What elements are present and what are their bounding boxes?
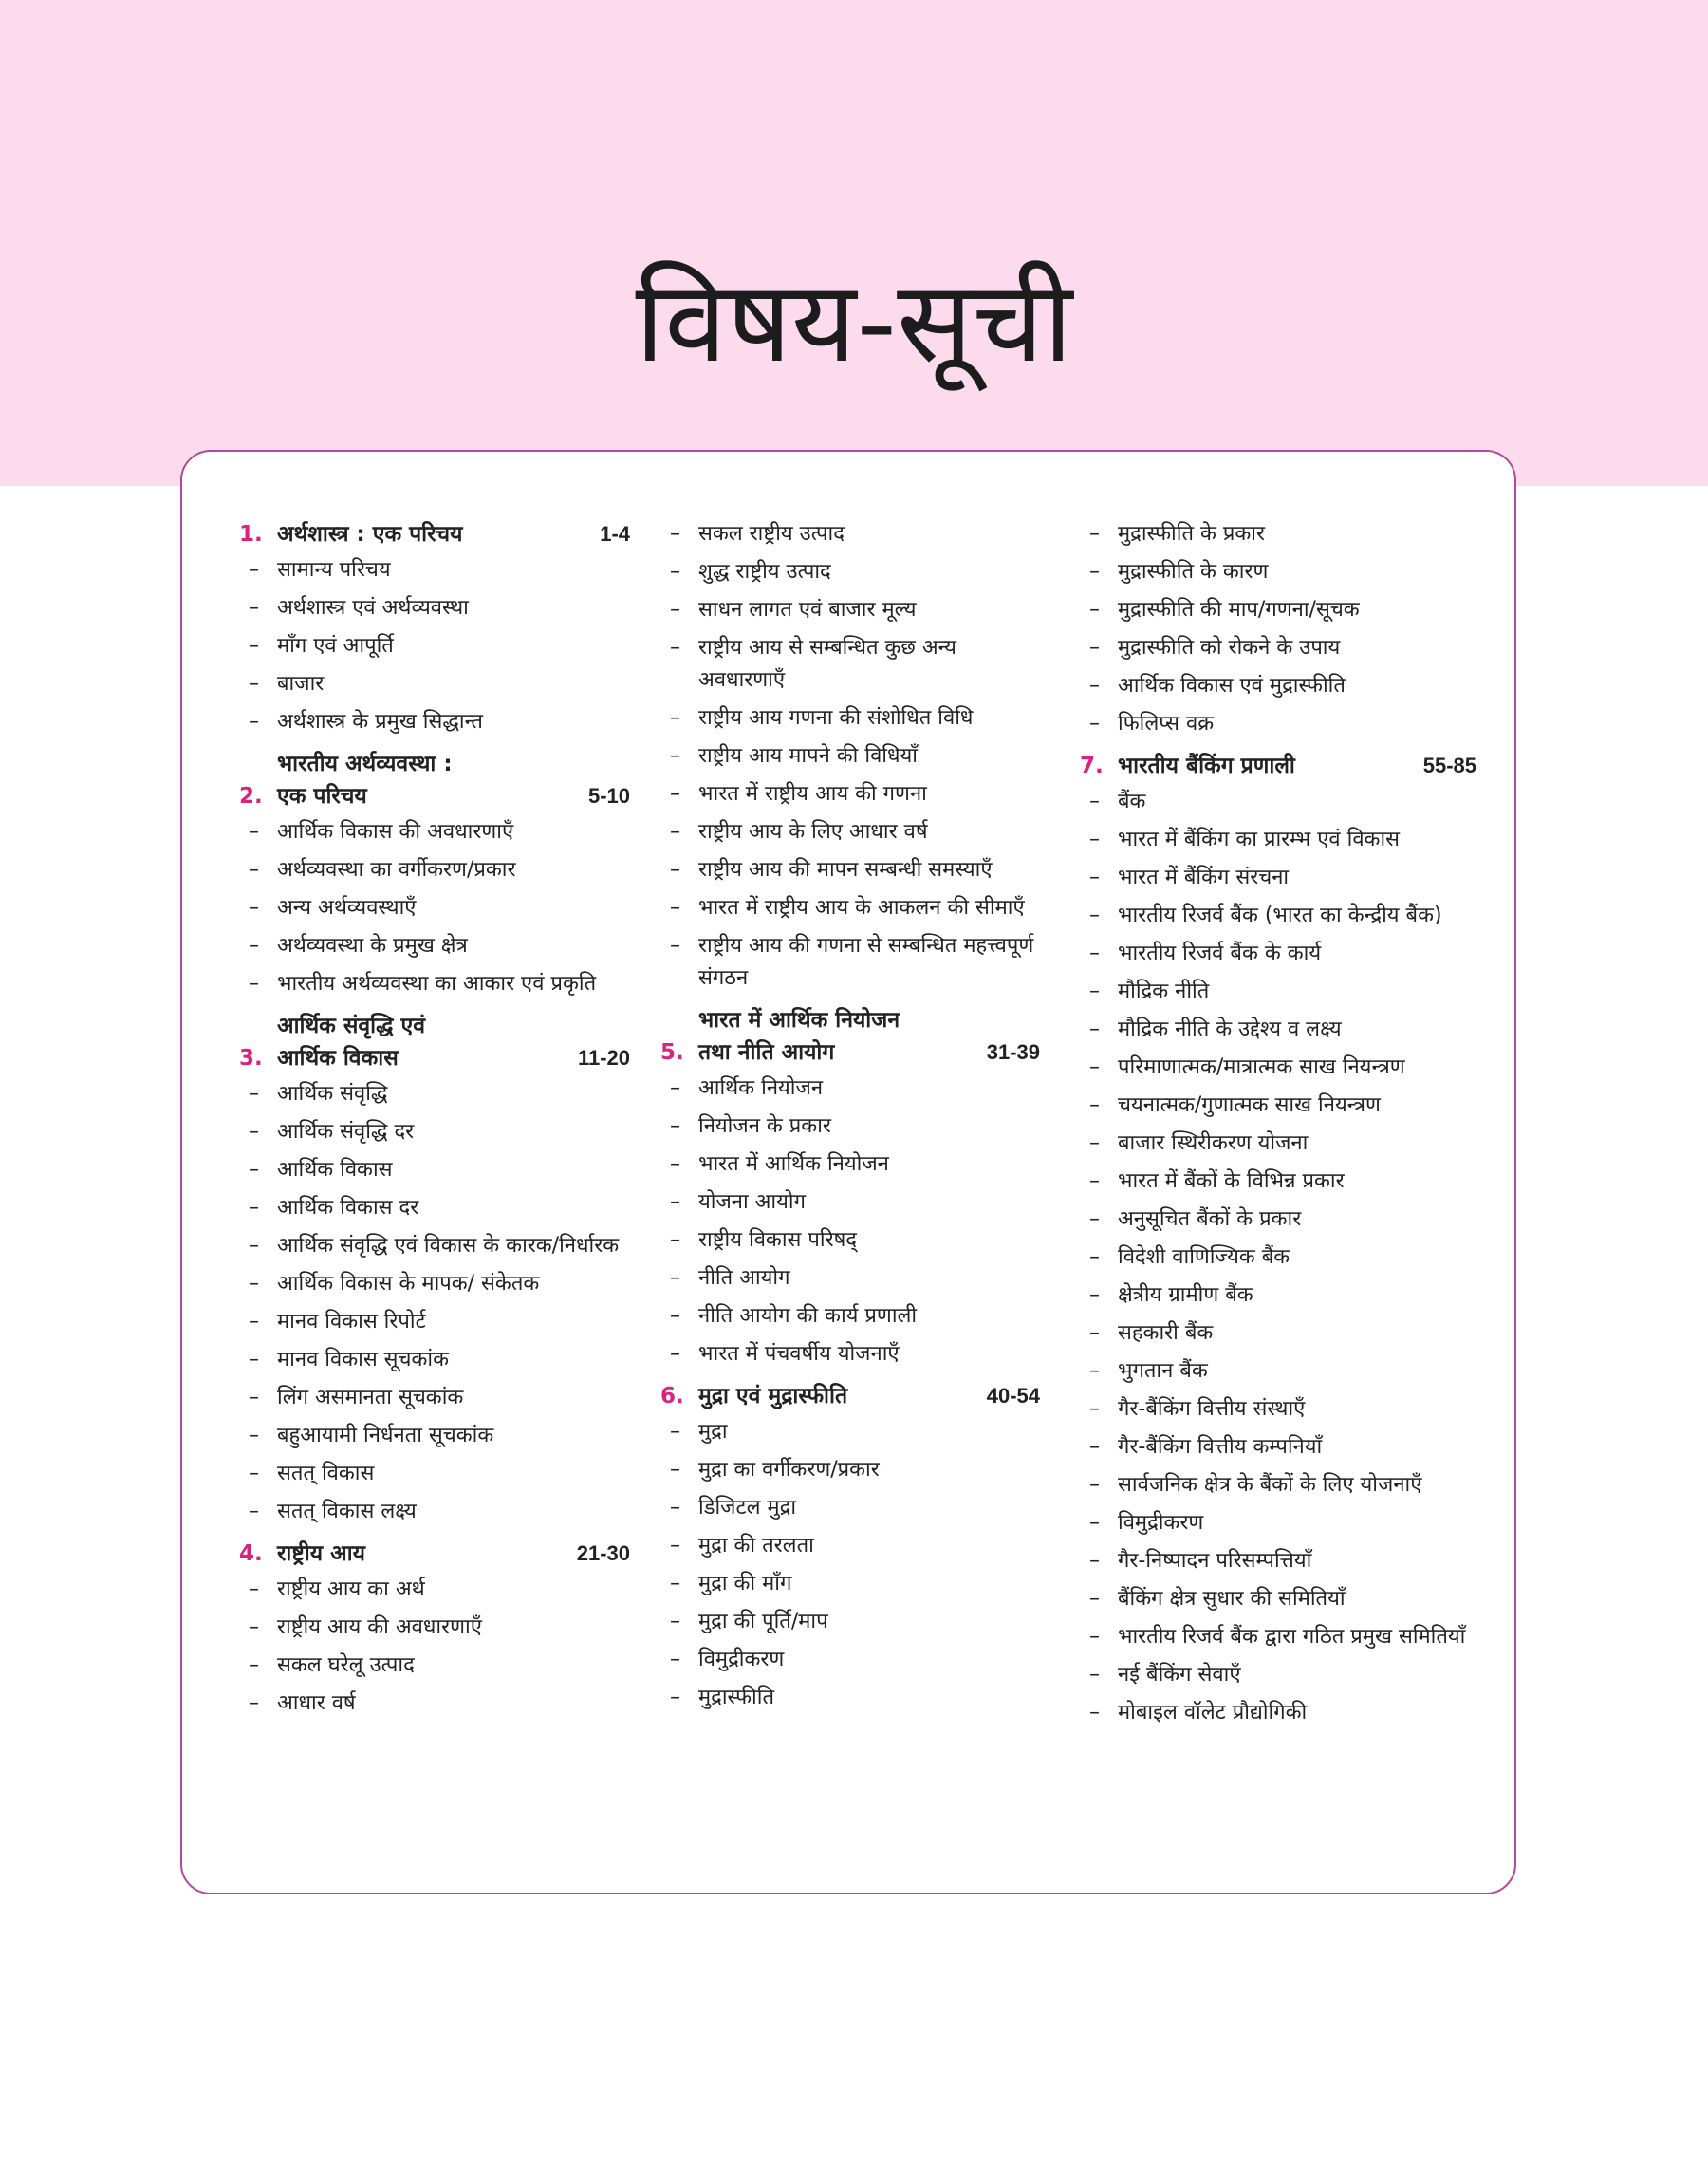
toc-item-text: आर्थिक विकास दर bbox=[277, 1196, 419, 1220]
toc-item[interactable] bbox=[1080, 1545, 1476, 1577]
toc-item[interactable] bbox=[1080, 900, 1476, 932]
toc-item[interactable] bbox=[660, 702, 1040, 735]
toc-item-text: नीति आयोग की कार्य प्रणाली bbox=[698, 1304, 918, 1328]
toc-item[interactable] bbox=[660, 594, 1040, 626]
toc-item-text: भारत में राष्ट्रीय आय के आकलन की सीमाएँ bbox=[698, 896, 1025, 920]
dash-bullet: – bbox=[1089, 598, 1100, 622]
toc-item[interactable] bbox=[1080, 1431, 1476, 1464]
toc-item[interactable] bbox=[1080, 1355, 1476, 1388]
toc-item-text: आर्थिक विकास एवं मुद्रास्फीति bbox=[1118, 674, 1346, 698]
toc-item[interactable] bbox=[239, 706, 630, 738]
dash-bullet: – bbox=[249, 1082, 259, 1106]
toc-item-text: भारत में राष्ट्रीय आय की गणना bbox=[698, 782, 927, 806]
toc-item-text: बाजार bbox=[277, 672, 325, 696]
toc-item-text: साधन लागत एवं बाजार मूल्य bbox=[698, 598, 917, 622]
toc-item-text: सहकारी बैंक bbox=[1118, 1321, 1214, 1345]
dash-bullet: – bbox=[249, 596, 259, 620]
toc-item[interactable] bbox=[660, 930, 1040, 995]
toc-item-text: मुद्रा bbox=[698, 1420, 728, 1444]
section-title-line: आर्थिक संवृद्धि एवं bbox=[277, 1014, 426, 1038]
section-page-range: 5-10 bbox=[587, 784, 630, 808]
dash-bullet: – bbox=[670, 1420, 680, 1444]
toc-column-3 bbox=[1080, 518, 1476, 1735]
dash-bullet: – bbox=[249, 1577, 259, 1601]
dash-bullet: – bbox=[670, 598, 680, 622]
dash-bullet: – bbox=[1089, 828, 1100, 851]
section-heading[interactable] bbox=[660, 1380, 1040, 1412]
toc-item-text: मुद्रा की माँग bbox=[698, 1572, 792, 1595]
toc-item[interactable] bbox=[239, 1344, 630, 1376]
dash-bullet: – bbox=[249, 1653, 259, 1677]
dash-bullet: – bbox=[1089, 1283, 1100, 1307]
toc-item[interactable] bbox=[239, 1116, 630, 1148]
table-of-contents bbox=[180, 450, 1516, 1894]
dash-bullet: – bbox=[1089, 1663, 1100, 1687]
toc-item[interactable] bbox=[239, 1154, 630, 1186]
toc-item-text: फिलिप्स वक्र bbox=[1118, 712, 1215, 736]
toc-item-text: मानव विकास सूचकांक bbox=[277, 1348, 450, 1371]
dash-bullet: – bbox=[670, 1648, 680, 1671]
section-heading[interactable] bbox=[1080, 750, 1476, 782]
toc-item[interactable] bbox=[660, 854, 1040, 886]
section-title-line: अर्थशास्त्र : एक परिचय bbox=[277, 522, 463, 547]
toc-item[interactable] bbox=[1080, 1241, 1476, 1274]
page-title: विषय-सूची bbox=[635, 256, 1073, 387]
dash-bullet: – bbox=[670, 1190, 680, 1214]
toc-item[interactable] bbox=[1080, 1659, 1476, 1691]
dash-bullet: – bbox=[1089, 1093, 1100, 1117]
toc-item[interactable] bbox=[239, 854, 630, 886]
toc-item[interactable] bbox=[1080, 938, 1476, 970]
toc-item[interactable] bbox=[660, 1682, 1040, 1714]
dash-bullet: – bbox=[1089, 942, 1100, 965]
toc-item-text: राष्ट्रीय आय से सम्बन्धित कुछ अन्य अवधारणाएँ bbox=[698, 636, 956, 692]
dash-bullet: – bbox=[1089, 1321, 1100, 1345]
dash-bullet: – bbox=[249, 896, 259, 920]
toc-column-1 bbox=[239, 518, 630, 1726]
dash-bullet: – bbox=[249, 1462, 259, 1485]
dash-bullet: – bbox=[670, 1534, 680, 1558]
dash-bullet: – bbox=[249, 1424, 259, 1447]
toc-item[interactable] bbox=[1080, 518, 1476, 550]
toc-item[interactable] bbox=[1080, 1128, 1476, 1160]
toc-item-text: राष्ट्रीय आय की गणना से सम्बन्धित महत्त्वपूर्ण संगठन bbox=[698, 934, 1034, 990]
toc-item[interactable] bbox=[239, 1268, 630, 1300]
dash-bullet: – bbox=[249, 1158, 259, 1182]
toc-item-text: मुद्रास्फीति bbox=[698, 1686, 774, 1709]
toc-item-text: आर्थिक संवृद्धि दर bbox=[277, 1120, 415, 1144]
toc-item-text: नियोजन के प्रकार bbox=[698, 1114, 831, 1138]
toc-item[interactable] bbox=[660, 1492, 1040, 1524]
toc-item[interactable] bbox=[660, 816, 1040, 849]
dash-bullet: – bbox=[249, 858, 259, 882]
toc-item-text: सार्वजनिक क्षेत्र के बैंकों के लिए योजनाएँ bbox=[1118, 1473, 1422, 1497]
toc-item[interactable] bbox=[239, 968, 630, 1000]
toc-item[interactable] bbox=[660, 1568, 1040, 1600]
toc-item-text: क्षेत्रीय ग्रामीण बैंक bbox=[1118, 1283, 1253, 1307]
toc-item-text: राष्ट्रीय आय मापने की विधियाँ bbox=[698, 744, 918, 768]
toc-item[interactable] bbox=[1080, 1697, 1476, 1729]
toc-item-text: आर्थिक नियोजन bbox=[698, 1076, 824, 1100]
dash-bullet: – bbox=[249, 1500, 259, 1523]
toc-item-text: भारत में बैंकों के विभिन्न प्रकार bbox=[1118, 1169, 1345, 1193]
toc-item[interactable] bbox=[239, 1230, 630, 1262]
toc-item[interactable] bbox=[1080, 1203, 1476, 1236]
toc-item-text: भारतीय रिजर्व बैंक (भारत का केन्द्रीय बैंक) bbox=[1118, 904, 1442, 927]
section-title-line: भारत में आर्थिक नियोजन bbox=[698, 1008, 900, 1033]
toc-item[interactable] bbox=[660, 632, 1040, 697]
toc-item-text: भारत में आर्थिक नियोजन bbox=[698, 1152, 889, 1176]
toc-item-text: राष्ट्रीय आय की मापन सम्बन्धी समस्याएँ bbox=[698, 858, 993, 882]
toc-item[interactable] bbox=[660, 892, 1040, 924]
toc-item-text: सतत् विकास लक्ष्य bbox=[277, 1500, 417, 1523]
toc-item[interactable] bbox=[239, 592, 630, 625]
toc-item[interactable] bbox=[1080, 632, 1476, 664]
section-heading[interactable] bbox=[239, 1010, 630, 1074]
dash-bullet: – bbox=[670, 560, 680, 584]
toc-item-text: भारतीय अर्थव्यवस्था का आकार एवं प्रकृति bbox=[277, 972, 597, 996]
toc-item-text: राष्ट्रीय आय का अर्थ bbox=[277, 1577, 425, 1601]
toc-item-text: राष्ट्रीय आय के लिए आधार वर्ष bbox=[698, 820, 928, 844]
toc-item-text: बाजार स्थिरीकरण योजना bbox=[1118, 1131, 1309, 1155]
section-page-range: 1-4 bbox=[600, 522, 630, 546]
toc-item[interactable] bbox=[1080, 708, 1476, 740]
dash-bullet: – bbox=[670, 1496, 680, 1520]
section-page-range: 55-85 bbox=[1422, 754, 1476, 777]
dash-bullet: – bbox=[249, 1386, 259, 1409]
toc-item-text: अनुसूचित बैंकों के प्रकार bbox=[1118, 1207, 1302, 1231]
dash-bullet: – bbox=[1089, 522, 1100, 546]
toc-item-text: मानव विकास रिपोर्ट bbox=[277, 1310, 426, 1334]
section-title bbox=[277, 1010, 578, 1074]
dash-bullet: – bbox=[1089, 674, 1100, 698]
dash-bullet: – bbox=[1089, 1473, 1100, 1497]
toc-item-text: आर्थिक संवृद्धि एवं विकास के कारक/निर्धारक bbox=[277, 1234, 620, 1258]
toc-item-text: अर्थव्यवस्था के प्रमुख क्षेत्र bbox=[277, 934, 468, 958]
toc-item-text: बैंकिंग क्षेत्र सुधार की समितियाँ bbox=[1118, 1587, 1346, 1611]
section-title-line: आर्थिक विकास bbox=[277, 1046, 399, 1071]
dash-bullet: – bbox=[670, 1572, 680, 1595]
toc-item-text: लिंग असमानता सूचकांक bbox=[277, 1386, 464, 1409]
toc-item-text: मुद्रास्फीति की माप/गणना/सूचक bbox=[1118, 598, 1360, 622]
toc-item-text: सतत् विकास bbox=[277, 1462, 375, 1485]
toc-item[interactable] bbox=[660, 1416, 1040, 1448]
section-number: 3. bbox=[239, 1046, 263, 1071]
toc-item[interactable] bbox=[239, 1078, 630, 1110]
toc-item-text: बैंक bbox=[1118, 790, 1146, 813]
toc-item-text: आर्थिक संवृद्धि bbox=[277, 1082, 388, 1106]
dash-bullet: – bbox=[1089, 980, 1100, 1003]
toc-item[interactable] bbox=[1080, 670, 1476, 702]
toc-item-text: आर्थिक विकास की अवधारणाएँ bbox=[277, 820, 514, 844]
toc-item-text: राष्ट्रीय विकास परिषद् bbox=[698, 1228, 857, 1252]
toc-item[interactable] bbox=[1080, 976, 1476, 1008]
dash-bullet: – bbox=[670, 782, 680, 806]
section-title bbox=[277, 518, 600, 550]
section-title bbox=[1118, 750, 1423, 782]
dash-bullet: – bbox=[670, 1114, 680, 1138]
dash-bullet: – bbox=[1089, 790, 1100, 813]
toc-item[interactable] bbox=[660, 1338, 1040, 1371]
toc-item-text: आर्थिक विकास के मापक/ संकेतक bbox=[277, 1272, 540, 1296]
toc-item[interactable] bbox=[1080, 1621, 1476, 1653]
dash-bullet: – bbox=[670, 934, 680, 958]
toc-item-text: विमुद्रीकरण bbox=[1118, 1511, 1204, 1535]
toc-item[interactable] bbox=[239, 554, 630, 587]
dash-bullet: – bbox=[249, 1615, 259, 1639]
toc-item-text: अर्थशास्त्र एवं अर्थव्यवस्था bbox=[277, 596, 469, 620]
dash-bullet: – bbox=[670, 1686, 680, 1709]
dash-bullet: – bbox=[249, 1196, 259, 1220]
section-heading[interactable] bbox=[239, 748, 630, 812]
dash-bullet: – bbox=[249, 1120, 259, 1144]
section-number: 1. bbox=[239, 522, 263, 547]
toc-item[interactable] bbox=[239, 930, 630, 962]
toc-item-text: मुद्रा की पूर्ति/माप bbox=[698, 1610, 828, 1633]
dash-bullet: – bbox=[670, 1458, 680, 1482]
dash-bullet: – bbox=[1089, 1397, 1100, 1421]
section-title-line: भारतीय अर्थव्यवस्था : bbox=[277, 752, 453, 776]
toc-item-text: गैर-निष्पादन परिसम्पत्तियाँ bbox=[1118, 1549, 1312, 1573]
dash-bullet: – bbox=[670, 1610, 680, 1633]
toc-item-text: आर्थिक विकास bbox=[277, 1158, 393, 1182]
dash-bullet: – bbox=[1089, 1207, 1100, 1231]
toc-item[interactable] bbox=[239, 1420, 630, 1452]
section-page-range: 11-20 bbox=[577, 1046, 630, 1070]
dash-bullet: – bbox=[249, 634, 259, 658]
dash-bullet: – bbox=[249, 710, 259, 734]
dash-bullet: – bbox=[249, 672, 259, 696]
section-title-line: एक परिचय bbox=[277, 784, 367, 809]
section-number: 5. bbox=[660, 1040, 684, 1065]
toc-item[interactable] bbox=[1080, 1090, 1476, 1122]
section-title-line: मुद्रा एवं मुद्रास्फीति bbox=[698, 1384, 848, 1409]
toc-item[interactable] bbox=[239, 1612, 630, 1644]
toc-item-text: अन्य अर्थव्यवस्थाएँ bbox=[277, 896, 417, 920]
dash-bullet: – bbox=[1089, 1549, 1100, 1573]
dash-bullet: – bbox=[670, 1342, 680, 1366]
section-number: 4. bbox=[239, 1541, 263, 1566]
toc-item[interactable] bbox=[239, 1688, 630, 1720]
dash-bullet: – bbox=[249, 820, 259, 844]
toc-item[interactable] bbox=[660, 1110, 1040, 1143]
section-page-range: 21-30 bbox=[576, 1541, 630, 1565]
dash-bullet: – bbox=[1089, 1435, 1100, 1459]
toc-item[interactable] bbox=[239, 1496, 630, 1528]
dash-bullet: – bbox=[1089, 1169, 1100, 1193]
section-page-range: 31-39 bbox=[986, 1040, 1040, 1064]
toc-item[interactable] bbox=[1080, 824, 1476, 856]
toc-column-2 bbox=[660, 518, 1040, 1720]
toc-item[interactable] bbox=[660, 1073, 1040, 1105]
toc-item-text: भारतीय रिजर्व बैंक द्वारा गठित प्रमुख समितियाँ bbox=[1118, 1625, 1466, 1649]
section-title bbox=[277, 1538, 577, 1570]
toc-item[interactable] bbox=[660, 1644, 1040, 1676]
dash-bullet: – bbox=[670, 1266, 680, 1290]
toc-item-text: माँग एवं आपूर्ति bbox=[277, 634, 394, 658]
toc-item-text: सकल घरेलू उत्पाद bbox=[277, 1653, 415, 1677]
dash-bullet: – bbox=[670, 636, 680, 660]
dash-bullet: – bbox=[670, 896, 680, 920]
dash-bullet: – bbox=[249, 1310, 259, 1334]
toc-item[interactable] bbox=[1080, 1583, 1476, 1615]
dash-bullet: – bbox=[1089, 1511, 1100, 1535]
dash-bullet: – bbox=[1089, 712, 1100, 736]
toc-item-text: मुद्रास्फीति के प्रकार bbox=[1118, 522, 1265, 546]
section-title-line: भारतीय बैंकिंग प्रणाली bbox=[1118, 754, 1295, 778]
toc-item-text: अर्थव्यवस्था का वर्गीकरण/प्रकार bbox=[277, 858, 516, 882]
dash-bullet: – bbox=[1089, 636, 1100, 660]
dash-bullet: – bbox=[1089, 1017, 1100, 1041]
toc-item-text: भारत में बैंकिंग का प्रारम्भ एवं विकास bbox=[1118, 828, 1401, 851]
dash-bullet: – bbox=[1089, 1701, 1100, 1725]
dash-bullet: – bbox=[1089, 1625, 1100, 1649]
dash-bullet: – bbox=[249, 1348, 259, 1371]
dash-bullet: – bbox=[1089, 1587, 1100, 1611]
toc-item[interactable] bbox=[239, 816, 630, 849]
toc-item[interactable] bbox=[1080, 556, 1476, 588]
toc-item-text: गैर-बैंकिंग वित्तीय कम्पनियाँ bbox=[1118, 1435, 1323, 1459]
toc-item-text: राष्ट्रीय आय की अवधारणाएँ bbox=[277, 1615, 482, 1639]
toc-item-text: चयनात्मक/गुणात्मक साख नियन्त्रण bbox=[1118, 1093, 1381, 1117]
dash-bullet: – bbox=[670, 820, 680, 844]
toc-item-text: मोबाइल वॉलेट प्रौद्योगिकी bbox=[1118, 1701, 1308, 1725]
section-number: 6. bbox=[660, 1384, 684, 1409]
dash-bullet: – bbox=[249, 934, 259, 958]
toc-item-text: सकल राष्ट्रीय उत्पाद bbox=[698, 522, 845, 546]
toc-item[interactable] bbox=[1080, 1317, 1476, 1350]
section-number: 7. bbox=[1080, 754, 1104, 778]
dash-bullet: – bbox=[670, 522, 680, 546]
toc-item[interactable] bbox=[660, 1224, 1040, 1257]
section-heading[interactable] bbox=[239, 518, 630, 550]
toc-item-text: भारत में बैंकिंग संरचना bbox=[1118, 866, 1290, 889]
dash-bullet: – bbox=[249, 558, 259, 582]
toc-item[interactable] bbox=[239, 1192, 630, 1224]
toc-item-text: भारत में पंचवर्षीय योजनाएँ bbox=[698, 1342, 900, 1366]
toc-item[interactable] bbox=[660, 1148, 1040, 1181]
toc-item-text: मुद्रास्फीति के कारण bbox=[1118, 560, 1269, 584]
dash-bullet: – bbox=[249, 1272, 259, 1296]
toc-item-text: डिजिटल मुद्रा bbox=[698, 1496, 797, 1520]
toc-item[interactable] bbox=[660, 556, 1040, 588]
dash-bullet: – bbox=[670, 706, 680, 730]
toc-item[interactable] bbox=[1080, 1052, 1476, 1084]
toc-item[interactable] bbox=[660, 518, 1040, 550]
dash-bullet: – bbox=[670, 1152, 680, 1176]
toc-item[interactable] bbox=[1080, 1469, 1476, 1502]
toc-item[interactable] bbox=[1080, 1166, 1476, 1198]
toc-item[interactable] bbox=[1080, 1014, 1476, 1046]
toc-item[interactable] bbox=[660, 740, 1040, 773]
section-title-line: तथा नीति आयोग bbox=[698, 1040, 835, 1065]
dash-bullet: – bbox=[1089, 560, 1100, 584]
dash-bullet: – bbox=[670, 744, 680, 768]
toc-item-text: नई बैंकिंग सेवाएँ bbox=[1118, 1663, 1241, 1687]
toc-item-text: मुद्रास्फीति को रोकने के उपाय bbox=[1118, 636, 1341, 660]
toc-item[interactable] bbox=[1080, 1393, 1476, 1426]
toc-item-text: गैर-बैंकिंग वित्तीय संस्थाएँ bbox=[1118, 1397, 1306, 1421]
toc-item[interactable] bbox=[239, 1650, 630, 1682]
toc-item[interactable] bbox=[239, 892, 630, 924]
section-title bbox=[277, 748, 588, 812]
header-banner bbox=[0, 0, 1708, 486]
section-number: 2. bbox=[239, 784, 263, 809]
toc-item[interactable] bbox=[660, 1186, 1040, 1219]
toc-item-text: राष्ट्रीय आय गणना की संशोधित विधि bbox=[698, 706, 974, 730]
section-title-line: राष्ट्रीय आय bbox=[277, 1541, 365, 1566]
section-heading[interactable] bbox=[239, 1538, 630, 1570]
toc-item[interactable] bbox=[239, 1382, 630, 1414]
toc-item[interactable] bbox=[239, 668, 630, 700]
toc-item-text: नीति आयोग bbox=[698, 1266, 790, 1290]
section-heading[interactable] bbox=[660, 1004, 1040, 1069]
toc-item[interactable] bbox=[239, 1306, 630, 1338]
toc-item-text: परिमाणात्मक/मात्रात्मक साख नियन्त्रण bbox=[1118, 1055, 1405, 1079]
toc-item[interactable] bbox=[660, 1530, 1040, 1562]
toc-item[interactable] bbox=[239, 1458, 630, 1490]
toc-item[interactable] bbox=[1080, 862, 1476, 894]
toc-item-text: मौद्रिक नीति bbox=[1118, 980, 1210, 1003]
toc-item[interactable] bbox=[660, 1454, 1040, 1486]
toc-item[interactable] bbox=[239, 1574, 630, 1606]
dash-bullet: – bbox=[670, 858, 680, 882]
toc-item-text: मुद्रा का वर्गीकरण/प्रकार bbox=[698, 1458, 880, 1482]
dash-bullet: – bbox=[670, 1228, 680, 1252]
dash-bullet: – bbox=[249, 972, 259, 996]
toc-item-text: विमुद्रीकरण bbox=[698, 1648, 785, 1671]
toc-item[interactable] bbox=[1080, 1279, 1476, 1312]
dash-bullet: – bbox=[1089, 1359, 1100, 1383]
toc-item[interactable] bbox=[1080, 594, 1476, 626]
toc-item-text: मौद्रिक नीति के उद्देश्य व लक्ष्य bbox=[1118, 1017, 1342, 1041]
toc-item[interactable] bbox=[660, 778, 1040, 811]
toc-item-text: योजना आयोग bbox=[698, 1190, 807, 1214]
section-title bbox=[698, 1004, 987, 1069]
dash-bullet: – bbox=[1089, 904, 1100, 927]
toc-item-text: बहुआयामी निर्धनता सूचकांक bbox=[277, 1424, 494, 1447]
toc-item[interactable] bbox=[1080, 1507, 1476, 1539]
dash-bullet: – bbox=[670, 1304, 680, 1328]
toc-item-text: सामान्य परिचय bbox=[277, 558, 391, 582]
dash-bullet: – bbox=[1089, 866, 1100, 889]
toc-item-text: मुद्रा की तरलता bbox=[698, 1534, 814, 1558]
toc-item-text: विदेशी वाणिज्यिक बैंक bbox=[1118, 1245, 1290, 1269]
dash-bullet: – bbox=[670, 1076, 680, 1100]
toc-item-text: भुगतान बैंक bbox=[1118, 1359, 1208, 1383]
toc-item-text: आधार वर्ष bbox=[277, 1691, 356, 1715]
dash-bullet: – bbox=[249, 1234, 259, 1258]
dash-bullet: – bbox=[1089, 1055, 1100, 1079]
section-page-range: 40-54 bbox=[986, 1384, 1040, 1408]
dash-bullet: – bbox=[249, 1691, 259, 1715]
dash-bullet: – bbox=[1089, 1245, 1100, 1269]
toc-item[interactable] bbox=[1080, 786, 1476, 818]
toc-item[interactable] bbox=[660, 1606, 1040, 1638]
toc-item-text: शुद्ध राष्ट्रीय उत्पाद bbox=[698, 560, 831, 584]
section-title bbox=[698, 1380, 987, 1412]
toc-item[interactable] bbox=[239, 630, 630, 662]
toc-item-text: भारतीय रिजर्व बैंक के कार्य bbox=[1118, 942, 1322, 965]
toc-item-text: अर्थशास्त्र के प्रमुख सिद्धान्त bbox=[277, 710, 483, 734]
dash-bullet: – bbox=[1089, 1131, 1100, 1155]
toc-item[interactable] bbox=[660, 1262, 1040, 1295]
toc-item[interactable] bbox=[660, 1300, 1040, 1333]
